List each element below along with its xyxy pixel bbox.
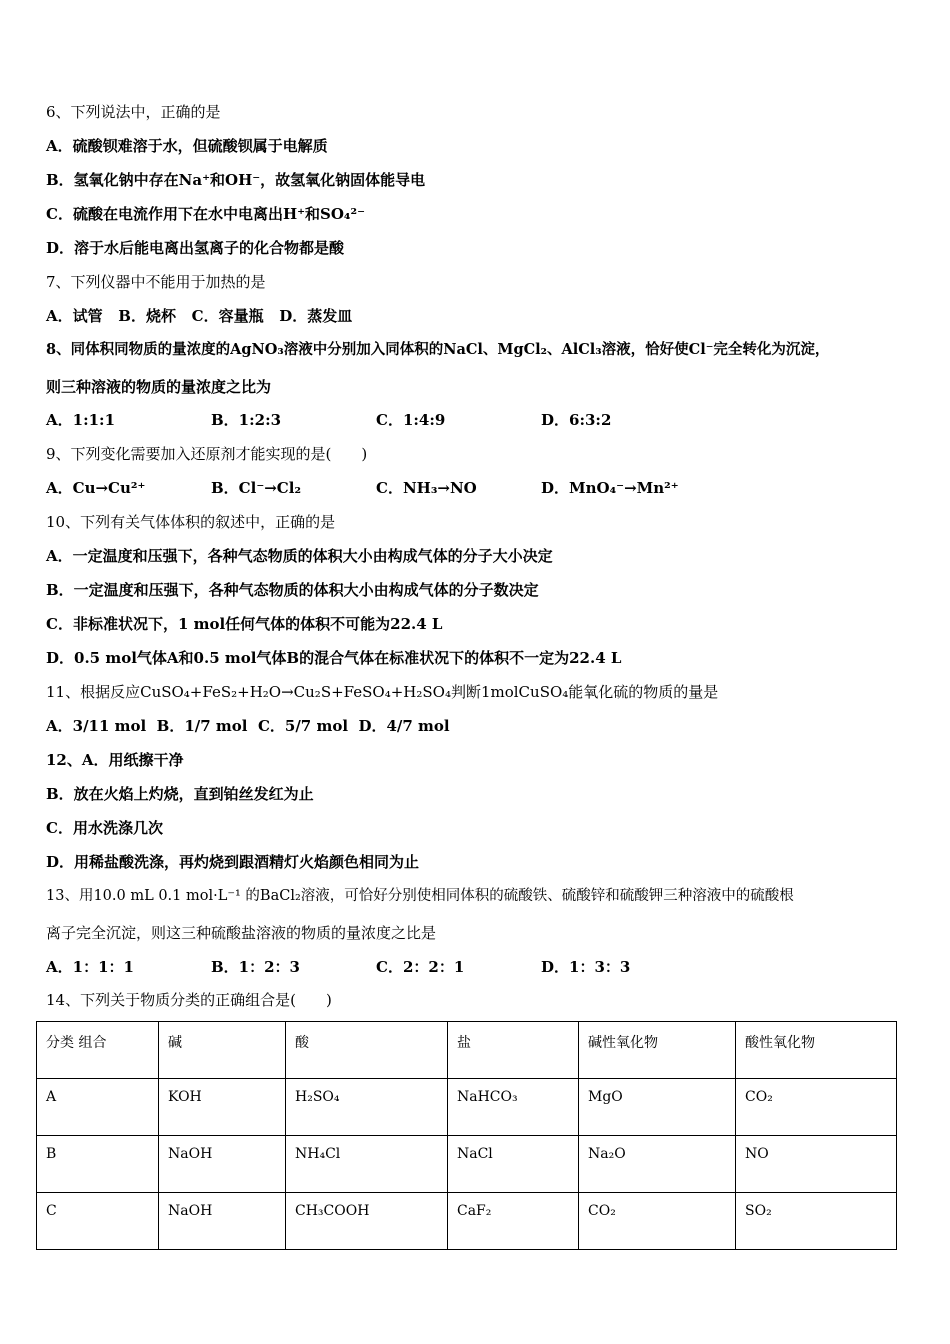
table-row: [37, 1079, 897, 1136]
table-cell: NH₄Cl: [286, 1136, 448, 1193]
table-cell: CaF₂: [448, 1193, 579, 1250]
table-cell: NO: [736, 1136, 897, 1193]
table-cell: C: [37, 1193, 159, 1250]
q14-stem: 14、下列关于物质分类的正确组合是( ): [46, 991, 332, 1009]
table-header-row: [37, 1022, 897, 1079]
q7-options: A．试管 B．烧杯 C．容量瓶 D．蒸发皿: [46, 307, 353, 325]
table-cell: CO₂: [579, 1193, 736, 1250]
q13-option-a: A．1：1：1: [46, 958, 134, 976]
q6-option-c: C．硫酸在电流作用下在水中电离出H⁺和SO₄²⁻: [46, 205, 365, 223]
table-row: [37, 1136, 897, 1193]
q7-stem: 7、下列仪器中不能用于加热的是: [46, 273, 266, 291]
q8-option-c: C．1:4:9: [376, 411, 446, 429]
q6-option-d: D．溶于水后能电离出氢离子的化合物都是酸: [46, 239, 345, 257]
q12-option-c: C．用水洗涤几次: [46, 819, 163, 837]
q11-stem: 11、根据反应CuSO₄+FeS₂+H₂O→Cu₂S+FeSO₄+H₂SO₄判断1molCuSO₄能氧化硫的物质的量是: [46, 683, 719, 701]
q8-option-b: B．1:2:3: [211, 411, 282, 429]
table-cell: A: [37, 1079, 159, 1136]
table-cell: H₂SO₄: [286, 1079, 448, 1136]
q8-stem-line2: 则三种溶液的物质的量浓度之比为: [46, 378, 272, 396]
q10-option-c: C．非标准状况下，1 mol任何气体的体积不可能为22.4 L: [46, 615, 443, 633]
q8-stem-line1: 8、同体积同物质的量浓度的AgNO₃溶液中分别加入同体积的NaCl、MgCl₂、AlCl₃溶液，恰好使Cl⁻完全转化为沉淀，: [46, 341, 830, 358]
table-header-cell: 酸性氧化物: [736, 1022, 897, 1079]
table-cell: SO₂: [736, 1193, 897, 1250]
q8-option-a: A．1:1:1: [46, 411, 116, 429]
q10-option-a: A．一定温度和压强下，各种气态物质的体积大小由构成气体的分子大小决定: [46, 547, 553, 565]
table-cell: NaOH: [159, 1136, 286, 1193]
table-cell: CO₂: [736, 1079, 897, 1136]
q10-stem: 10、下列有关气体体积的叙述中，正确的是: [46, 513, 336, 531]
q13-option-c: C．2：2：1: [376, 958, 465, 976]
q13-stem-line1: 13、用10.0 mL 0.1 mol·L⁻¹ 的BaCl₂溶液，可恰好分别使相同体积的硫酸铁、硫酸锌和硫酸钾三种溶液中的硫酸根: [46, 888, 794, 904]
q12-option-d: D．用稀盐酸洗涤，再灼烧到跟酒精灯火焰颜色相同为止: [46, 853, 420, 871]
q10-option-b: B．一定温度和压强下，各种气态物质的体积大小由构成气体的分子数决定: [46, 581, 539, 599]
table-cell: Na₂O: [579, 1136, 736, 1193]
table-cell: NaCl: [448, 1136, 579, 1193]
q9-stem: 9、下列变化需要加入还原剂才能实现的是( ): [46, 445, 368, 463]
q6-option-b: B．氢氧化钠中存在Na⁺和OH⁻，故氢氧化钠固体能导电: [46, 171, 426, 189]
table-header-cell: 酸: [286, 1022, 448, 1079]
q12-option-b: B．放在火焰上灼烧，直到铂丝发红为止: [46, 785, 314, 803]
table-row: [37, 1193, 897, 1250]
q13-stem-line2: 离子完全沉淀，则这三种硫酸盐溶液的物质的量浓度之比是: [46, 924, 437, 942]
table-header-cell: 盐: [448, 1022, 579, 1079]
classification-table: [36, 1021, 897, 1250]
table-cell: MgO: [579, 1079, 736, 1136]
q9-option-c: C．NH₃→NO: [376, 479, 477, 497]
table-cell: NaOH: [159, 1193, 286, 1250]
q9-option-d: D．MnO₄⁻→Mn²⁺: [541, 479, 679, 497]
table-header-cell: 分类 组合: [37, 1022, 159, 1079]
q6-stem: 6、下列说法中，正确的是: [46, 103, 221, 121]
q9-option-b: B．Cl⁻→Cl₂: [211, 479, 302, 497]
q11-options: A．3/11 mol B．1/7 mol C．5/7 mol D．4/7 mol: [46, 717, 450, 735]
q13-option-b: B．1：2：3: [211, 958, 300, 976]
table-cell: KOH: [159, 1079, 286, 1136]
q8-option-d: D．6:3:2: [541, 411, 612, 429]
table-cell: B: [37, 1136, 159, 1193]
table-cell: CH₃COOH: [286, 1193, 448, 1250]
q13-option-d: D．1：3：3: [541, 958, 631, 976]
table-cell: NaHCO₃: [448, 1079, 579, 1136]
table-header-cell: 碱: [159, 1022, 286, 1079]
q9-option-a: A．Cu→Cu²⁺: [46, 479, 146, 497]
q10-option-d: D．0.5 mol气体A和0.5 mol气体B的混合气体在标准状况下的体积不一定为22.4 L: [46, 649, 622, 667]
q6-option-a: A．硫酸钡难溶于水，但硫酸钡属于电解质: [46, 137, 328, 155]
table-header-cell: 碱性氧化物: [579, 1022, 736, 1079]
q12-option-a: 12、A．用纸擦干净: [46, 751, 184, 769]
